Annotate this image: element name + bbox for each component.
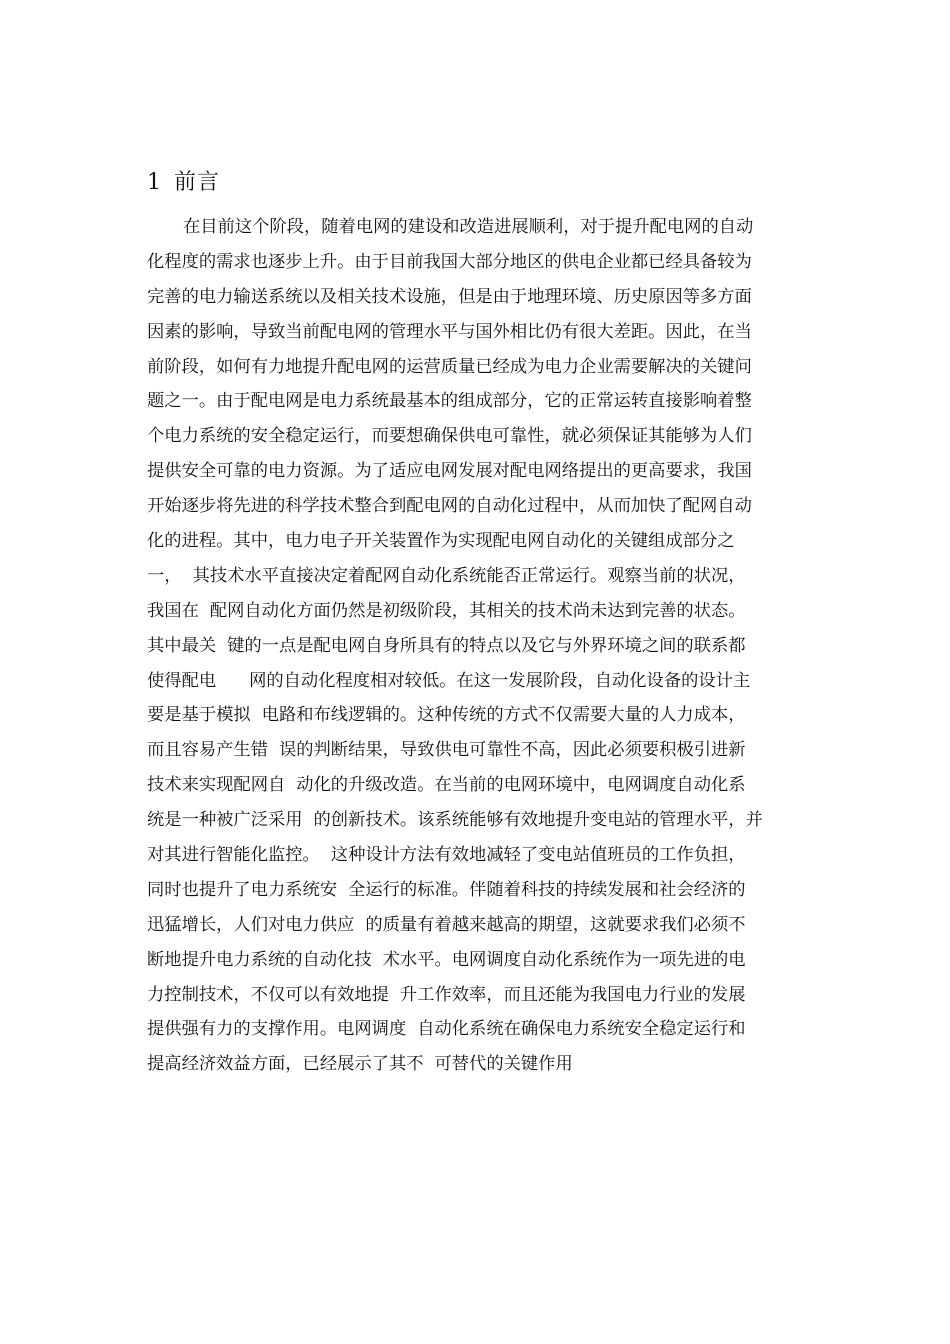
text-line: 要是基于模拟 电路和布线逻辑的。这种传统的方式不仅需要大量的人力成本， bbox=[147, 705, 746, 726]
text-line: 我国在 配网自动化方面仍然是初级阶段，其相关的技术尚未达到完善的状态。 bbox=[147, 600, 746, 621]
text-line: 对其进行智能化监控。 这种设计方法有效地减轻了变电站值班员的工作负担， bbox=[147, 845, 746, 866]
text-line: 一， 其技术水平直接决定着配网自动化系统能否正常运行。观察当前的状况， bbox=[147, 565, 746, 586]
text-line: 其中最关 键的一点是配电网自身所具有的特点以及它与外界环境之间的联系都 bbox=[147, 635, 746, 656]
text-line: 化程度的需求也逐步上升。由于目前我国大部分地区的供电企业都已经具备较为 bbox=[147, 251, 752, 272]
section-heading bbox=[147, 168, 220, 198]
text-line: 个电力系统的安全稳定运行，而要想确保供电可靠性，就必须保证其能够为人们 bbox=[147, 426, 752, 447]
text-line: 因素的影响，导致当前配电网的管理水平与国外相比仍有很大差距。因此，在当 bbox=[147, 321, 752, 342]
text-line: 题之一。由于配电网是电力系统最基本的组成部分，它的正常运转直接影响着整 bbox=[147, 391, 752, 412]
text-line: 提供强有力的支撑作用。电网调度 自动化系统在确保电力系统安全稳定运行和 bbox=[147, 1019, 746, 1040]
section-title: 前言 bbox=[174, 170, 221, 195]
text-line: 前阶段，如何有力地提升配电网的运营质量已经成为电力企业需要解决的关键问 bbox=[147, 356, 752, 377]
text-line: 迅猛增长，人们对电力供应 的质量有着越来越高的期望，这就要求我们必须不 bbox=[147, 914, 746, 935]
text-line: 断地提升电力系统的自动化技 术水平。电网调度自动化系统作为一项先进的电 bbox=[147, 949, 746, 970]
section-number: 1 bbox=[147, 170, 162, 195]
body-paragraph bbox=[147, 210, 812, 1082]
text-line: 在目前这个阶段，随着电网的建设和改造进展顺利，对于提升配电网的自动 bbox=[183, 217, 754, 237]
text-line: 而且容易产生错 误的判断结果，导致供电可靠性不高，因此必须要积极引进新 bbox=[147, 740, 746, 761]
text-line: 技术来实现配网自 动化的升级改造。在当前的电网环境中，电网调度自动化系 bbox=[147, 775, 746, 796]
text-line: 力控制技术，不仅可以有效地提 升工作效率，而且还能为我国电力行业的发展 bbox=[147, 984, 746, 1005]
text-line: 提供安全可靠的电力资源。为了适应电网发展对配电网络提出的更高要求，我国 bbox=[147, 461, 752, 482]
text-line: 完善的电力输送系统以及相关技术设施，但是由于地理环境、历史原因等多方面 bbox=[147, 286, 752, 307]
text-line: 开始逐步将先进的科学技术整合到配电网的自动化过程中，从而加快了配网自动 bbox=[147, 496, 752, 517]
text-line: 使得配电 网的自动化程度相对较低。在这一发展阶段，自动化设备的设计主 bbox=[147, 670, 751, 691]
text-line: 统是一种被广泛采用 的创新技术。该系统能够有效地提升变电站的管理水平，并 bbox=[147, 810, 763, 831]
text-line: 化的进程。其中，电力电子开关装置作为实现配电网自动化的关键组成部分之 bbox=[147, 531, 735, 552]
text-line: 提高经济效益方面，已经展示了其不 可替代的关键作用 bbox=[147, 1054, 573, 1075]
text-line: 同时也提升了电力系统安 全运行的标准。伴随着科技的持续发展和社会经济的 bbox=[147, 879, 746, 900]
